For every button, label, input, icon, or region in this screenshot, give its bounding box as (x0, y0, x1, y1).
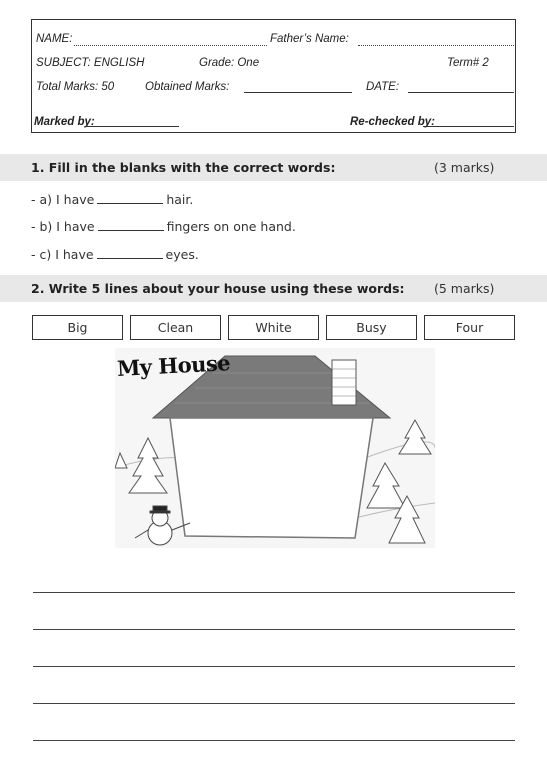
blank-item-a (31, 192, 193, 207)
question-2-marks: (5 marks) (434, 281, 495, 296)
word-box-big: Big (32, 315, 123, 340)
marked-by-label: Marked by: (34, 116, 95, 128)
term-label: Term# 2 (447, 57, 489, 69)
blank-item-b-prefix: - b) I have (31, 219, 95, 234)
student-info-box (31, 19, 516, 133)
word-box-busy: Busy (326, 315, 417, 340)
blank-item-a-suffix: hair. (166, 192, 194, 207)
writing-line-5[interactable] (33, 740, 515, 741)
blank-item-b-suffix: fingers on one hand. (166, 219, 296, 234)
writing-line-3[interactable] (33, 666, 515, 667)
blank-item-c-suffix: eyes. (165, 247, 199, 262)
name-label: NAME: (36, 33, 73, 45)
blank-item-b (31, 219, 296, 234)
question-2-title: 2. Write 5 lines about your house using these words: (31, 281, 405, 296)
rechecked-by-label: Re-checked by: (350, 116, 436, 128)
marked-by-field[interactable] (85, 126, 179, 127)
rechecked-by-field[interactable] (423, 126, 514, 127)
word-box-white: White (228, 315, 319, 340)
subject-label: SUBJECT: ENGLISH (36, 57, 145, 69)
blank-item-a-prefix: - a) I have (31, 192, 95, 207)
total-marks-label: Total Marks: 50 (36, 81, 115, 93)
question-1-header (0, 154, 547, 181)
writing-line-1[interactable] (33, 592, 515, 593)
word-box-four: Four (424, 315, 515, 340)
obtained-marks-field[interactable] (244, 92, 352, 93)
question-1-marks: (3 marks) (434, 160, 495, 175)
name-field[interactable] (74, 45, 267, 46)
grade-label: Grade: One (199, 57, 260, 69)
writing-line-2[interactable] (33, 629, 515, 630)
blank-b-field[interactable] (98, 220, 164, 231)
word-box-clean: Clean (130, 315, 221, 340)
blank-c-field[interactable] (97, 248, 163, 259)
father-name-label: Father’s Name: (270, 33, 349, 45)
father-name-field[interactable] (358, 45, 514, 46)
blank-a-field[interactable] (97, 193, 163, 204)
blank-item-c-prefix: - c) I have (31, 247, 94, 262)
illustration-title: My House (116, 350, 231, 381)
writing-line-4[interactable] (33, 703, 515, 704)
date-field[interactable] (408, 92, 514, 93)
date-label: DATE: (366, 81, 400, 93)
question-2-header (0, 275, 547, 302)
obtained-marks-label: Obtained Marks: (145, 81, 230, 93)
blank-item-c (31, 247, 199, 262)
question-1-title: 1. Fill in the blanks with the correct words: (31, 160, 336, 175)
